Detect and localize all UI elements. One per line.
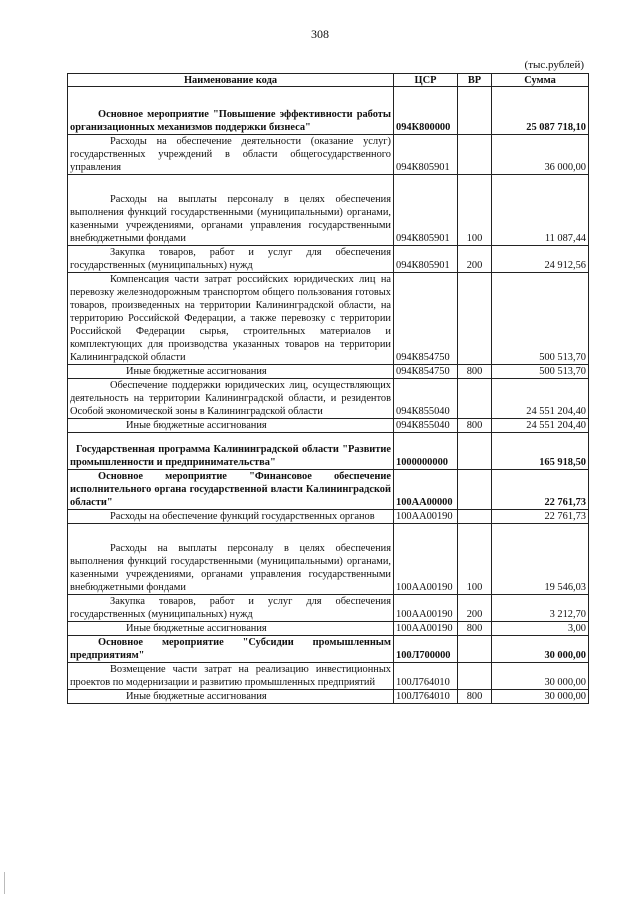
table-row	[68, 273, 589, 365]
table-row	[68, 636, 589, 663]
row-name: Расходы на обеспечение деятельности (оказание услуг) государственных учреждений в области общегосударственного управления	[68, 135, 394, 175]
row-sum: 24 551 204,40	[492, 419, 589, 433]
row-sum: 24 551 204,40	[492, 379, 589, 419]
table-row	[68, 419, 589, 433]
row-csr-code: 094К854750	[394, 365, 458, 379]
row-vr-code	[458, 135, 492, 175]
scan-edge-mark	[4, 872, 5, 894]
row-csr-code: 100АА00190	[394, 622, 458, 636]
row-csr-code: 100АА00190	[394, 524, 458, 595]
table-row	[68, 470, 589, 510]
row-csr-code: 094К855040	[394, 419, 458, 433]
row-name: Иные бюджетные ассигнования	[68, 419, 394, 433]
row-name: Расходы на обеспечение функций государственных органов	[68, 510, 394, 524]
row-vr-code: 200	[458, 595, 492, 622]
table-row	[68, 175, 589, 246]
row-csr-code: 094К805901	[394, 175, 458, 246]
header-sum: Сумма	[492, 74, 589, 87]
table-row	[68, 135, 589, 175]
table-body	[68, 87, 589, 704]
row-sum: 11 087,44	[492, 175, 589, 246]
row-csr-code: 100АА00000	[394, 470, 458, 510]
row-name: Иные бюджетные ассигнования	[68, 690, 394, 704]
row-sum: 30 000,00	[492, 690, 589, 704]
row-sum: 22 761,73	[492, 510, 589, 524]
header-name: Наименование кода	[68, 74, 394, 87]
row-name: Основное мероприятие "Финансовое обеспечение исполнительного органа государственной власти Калининградской области"	[68, 470, 394, 510]
row-name: Закупка товаров, работ и услуг для обеспечения государственных (муниципальных) нужд	[68, 246, 394, 273]
row-name: Иные бюджетные ассигнования	[68, 365, 394, 379]
table-row	[68, 524, 589, 595]
row-csr-code: 1000000000	[394, 433, 458, 470]
row-name: Иные бюджетные ассигнования	[68, 622, 394, 636]
row-vr-code	[458, 663, 492, 690]
row-vr-code: 100	[458, 524, 492, 595]
units-note: (тыс.рублей)	[524, 59, 584, 71]
row-vr-code: 800	[458, 419, 492, 433]
table-row	[68, 365, 589, 379]
table-row	[68, 622, 589, 636]
row-sum: 165 918,50	[492, 433, 589, 470]
row-csr-code: 100Л764010	[394, 663, 458, 690]
row-sum: 36 000,00	[492, 135, 589, 175]
row-vr-code	[458, 636, 492, 663]
row-csr-code: 100АА00190	[394, 510, 458, 524]
table-row	[68, 379, 589, 419]
header-vr: ВР	[458, 74, 492, 87]
row-sum: 25 087 718,10	[492, 87, 589, 135]
row-vr-code: 800	[458, 365, 492, 379]
table-row	[68, 246, 589, 273]
row-sum: 500 513,70	[492, 365, 589, 379]
row-name: Возмещение части затрат на реализацию инвестиционных проектов по модернизации и развитию промышленных предприятий	[68, 663, 394, 690]
row-sum: 3 212,70	[492, 595, 589, 622]
table-row	[68, 690, 589, 704]
row-sum: 19 546,03	[492, 524, 589, 595]
row-csr-code: 100Л700000	[394, 636, 458, 663]
table-header-row	[68, 74, 589, 87]
row-name: Основное мероприятие "Повышение эффективности работы организационных механизмов поддержки бизнеса"	[68, 87, 394, 135]
row-csr-code: 100Л764010	[394, 690, 458, 704]
table-row	[68, 595, 589, 622]
row-vr-code: 800	[458, 690, 492, 704]
row-sum: 22 761,73	[492, 470, 589, 510]
row-csr-code: 094К855040	[394, 379, 458, 419]
row-vr-code: 800	[458, 622, 492, 636]
row-csr-code: 094К805901	[394, 246, 458, 273]
table-row	[68, 663, 589, 690]
row-sum: 500 513,70	[492, 273, 589, 365]
row-name: Закупка товаров, работ и услуг для обеспечения государственных (муниципальных) нужд	[68, 595, 394, 622]
table-row	[68, 433, 589, 470]
row-csr-code: 100АА00190	[394, 595, 458, 622]
page-number: 308	[311, 27, 329, 41]
row-name: Государственная программа Калининградской области "Развитие промышленности и предпринимательства"	[68, 433, 394, 470]
table-row	[68, 87, 589, 135]
row-csr-code: 094К800000	[394, 87, 458, 135]
row-sum: 30 000,00	[492, 663, 589, 690]
row-vr-code	[458, 510, 492, 524]
row-name: Основное мероприятие "Субсидии промышленным предприятиям"	[68, 636, 394, 663]
row-csr-code: 094К805901	[394, 135, 458, 175]
table-row	[68, 510, 589, 524]
row-vr-code	[458, 379, 492, 419]
row-name: Обеспечение поддержки юридических лиц, осуществляющих деятельность на территории Калининградской области, и резидентов Особой экономической зоны в Калининградской области	[68, 379, 394, 419]
row-vr-code	[458, 273, 492, 365]
row-name: Компенсация части затрат российских юридических лиц на перевозку железнодорожным транспортом общего пользования готовых товаров, произведенных на территории Калининградской области, на территорию Российской Федерации, а также перевозку с территории Российской Федерации сырья, строительных материалов и комплектующих для производства указанных товаров на территории Калининградской области	[68, 273, 394, 365]
row-csr-code: 094К854750	[394, 273, 458, 365]
row-sum: 3,00	[492, 622, 589, 636]
row-vr-code	[458, 87, 492, 135]
row-vr-code	[458, 470, 492, 510]
row-name: Расходы на выплаты персоналу в целях обеспечения выполнения функций государственными (муниципальными) органами, казенными учреждениями, органами управления государственными внебюджетными фондами	[68, 175, 394, 246]
row-vr-code: 200	[458, 246, 492, 273]
row-vr-code	[458, 433, 492, 470]
row-name: Расходы на выплаты персоналу в целях обеспечения выполнения функций государственными (муниципальными) органами, казенными учреждениями, органами управления государственными внебюджетными фондами	[68, 524, 394, 595]
row-sum: 24 912,56	[492, 246, 589, 273]
row-vr-code: 100	[458, 175, 492, 246]
row-sum: 30 000,00	[492, 636, 589, 663]
budget-table	[67, 73, 589, 704]
header-csr: ЦСР	[394, 74, 458, 87]
